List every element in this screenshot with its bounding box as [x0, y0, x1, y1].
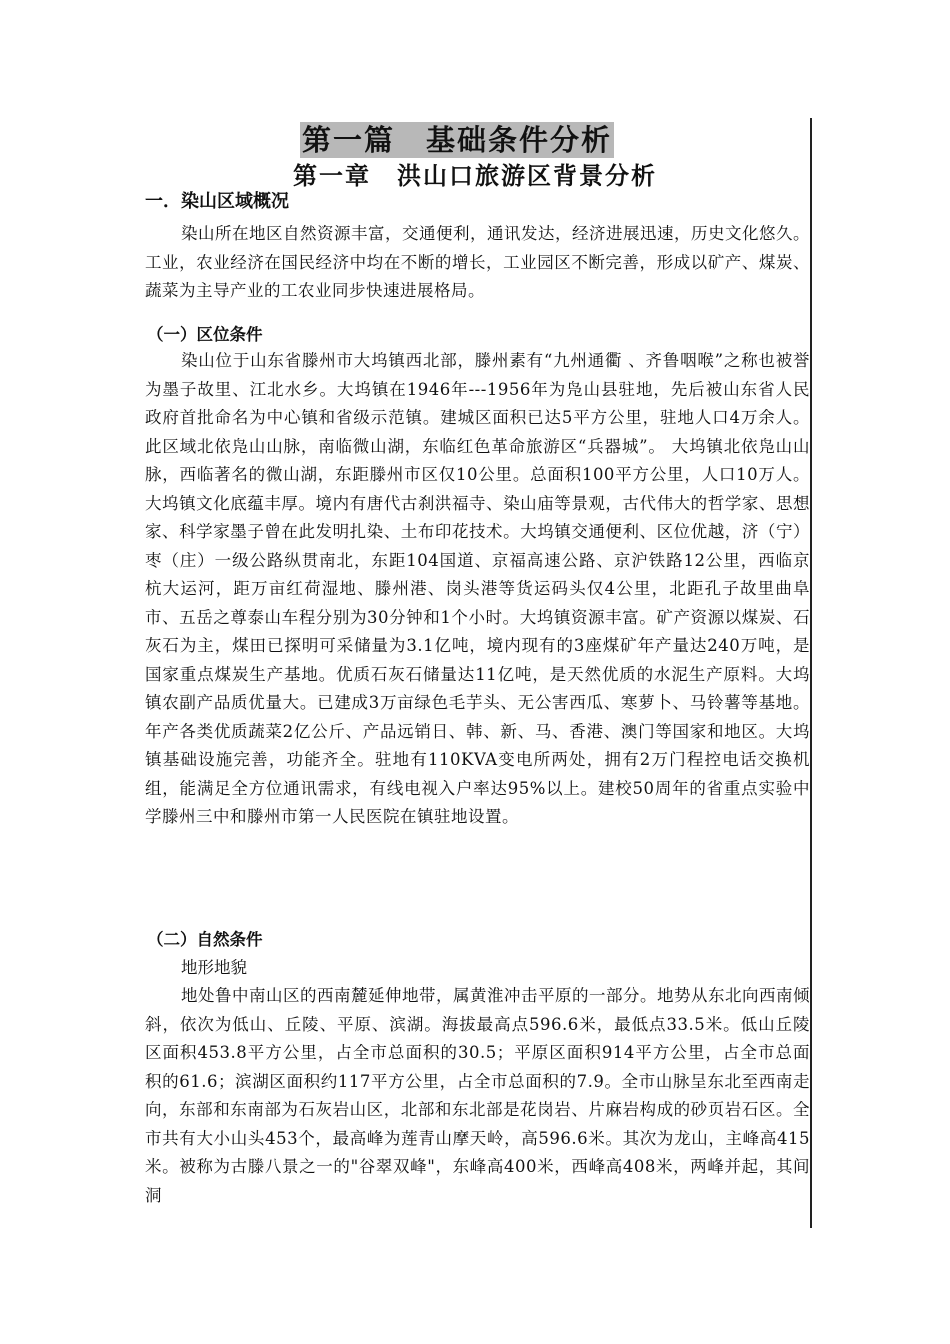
- overview-paragraph: 染山所在地区自然资源丰富，交通便利，通讯发达，经济进展迅速，历史文化悠久。工业，农业经济在国民经济中均在不断的增长，工业园区不断完善，形成以矿产、煤炭、蔬菜为主导产业的工农业同步快速进展格局。: [145, 224, 810, 300]
- chapter-title: 第一章 洪山口旅游区背景分析: [293, 161, 657, 190]
- chapter-title-row: [0, 160, 950, 192]
- section-heading-overview: 一．染山区域概况: [145, 191, 289, 212]
- terrain-paragraph: 地处鲁中南山区的西南麓延伸地带，属黄淮冲击平原的一部分。地势从东北向西南倾斜，依次为低山、丘陵、平原、滨湖。海拔最高点596.6米，最低点33.5米。低山丘陵区面积453.8平方公里，占全市总面积的30.5；平原区面积914平方公里，占全市总面积的61.6；滨湖区面积约117平方公里，占全市总面积的7.9。全市山脉呈东北至西南走向，东部和东南部为石灰岩山区，北部和东北部是花岗岩、片麻岩构成的砂页岩石区。全市共有大小山头453个，最高峰为莲青山摩天岭，高596.6米。其次为龙山，主峰高415米。被称为古滕八景之一的"谷翠双峰"，东峰高400米，西峰高408米，两峰并起，其间洞: [145, 986, 810, 1205]
- location-paragraph: 染山位于山东省滕州市大坞镇西北部，滕州素有“九州通衢 、齐鲁咽喉”之称也被誉为墨子故里、江北水乡。大坞镇在1946年---1956年为凫山县驻地，先后被山东省人民政府首批命名为中心镇和省级示范镇。建城区面积已达5平方公里，驻地人口4万余人。此区域北依凫山山脉，南临微山湖，东临红色革命旅游区“兵器城”。 大坞镇北依凫山山脉，西临著名的微山湖，东距滕州市区仅10公里。总面积100平方公里，人口10万人。大坞镇文化底蕴丰厚。境内有唐代古刹洪福寺、染山庙等景观，古代伟大的哲学家、思想家、科学家墨子曾在此发明扎染、土布印花技术。大坞镇交通便利、区位优越，济（宁）枣（庄）一级公路纵贯南北，东距104国道、京福高速公路、京沪铁路12公里，西临京杭大运河，距万亩红荷湿地、滕州港、岗头港等货运码头仅4公里，北距孔子故里曲阜市、五岳之尊泰山车程分别为30分钟和1个小时。大坞镇资源丰富。矿产资源以煤炭、石灰石为主，煤田已探明可采储量为3.1亿吨，境内现有的3座煤矿年产量达240万吨，是国家重点煤炭生产基地。优质石灰石储量达11亿吨，是天然优质的水泥生产原料。大坞镇农副产品质优量大。已建成3万亩绿色毛芋头、无公害西瓜、寒萝卜、马铃薯等基地。年产各类优质蔬菜2亿公斤、产品远销日、韩、新、马、香港、澳门等国家和地区。大坞镇基础设施完善，功能齐全。驻地有110KVA变电所两处，拥有2万门程控电话交换机组，能满足全方位通讯需求，有线电视入户率达95%以上。建校50周年的省重点实验中学滕州三中和滕州市第一人民医院在镇驻地设置。: [145, 351, 810, 826]
- subsection-heading-nature: （二）自然条件: [147, 930, 263, 949]
- terrain-subheading: 地形地貌: [181, 958, 247, 977]
- part-title: 第一篇 基础条件分析: [302, 123, 613, 157]
- page-margin-rule: [810, 118, 812, 1228]
- subsection-heading-location: （一）区位条件: [147, 325, 263, 344]
